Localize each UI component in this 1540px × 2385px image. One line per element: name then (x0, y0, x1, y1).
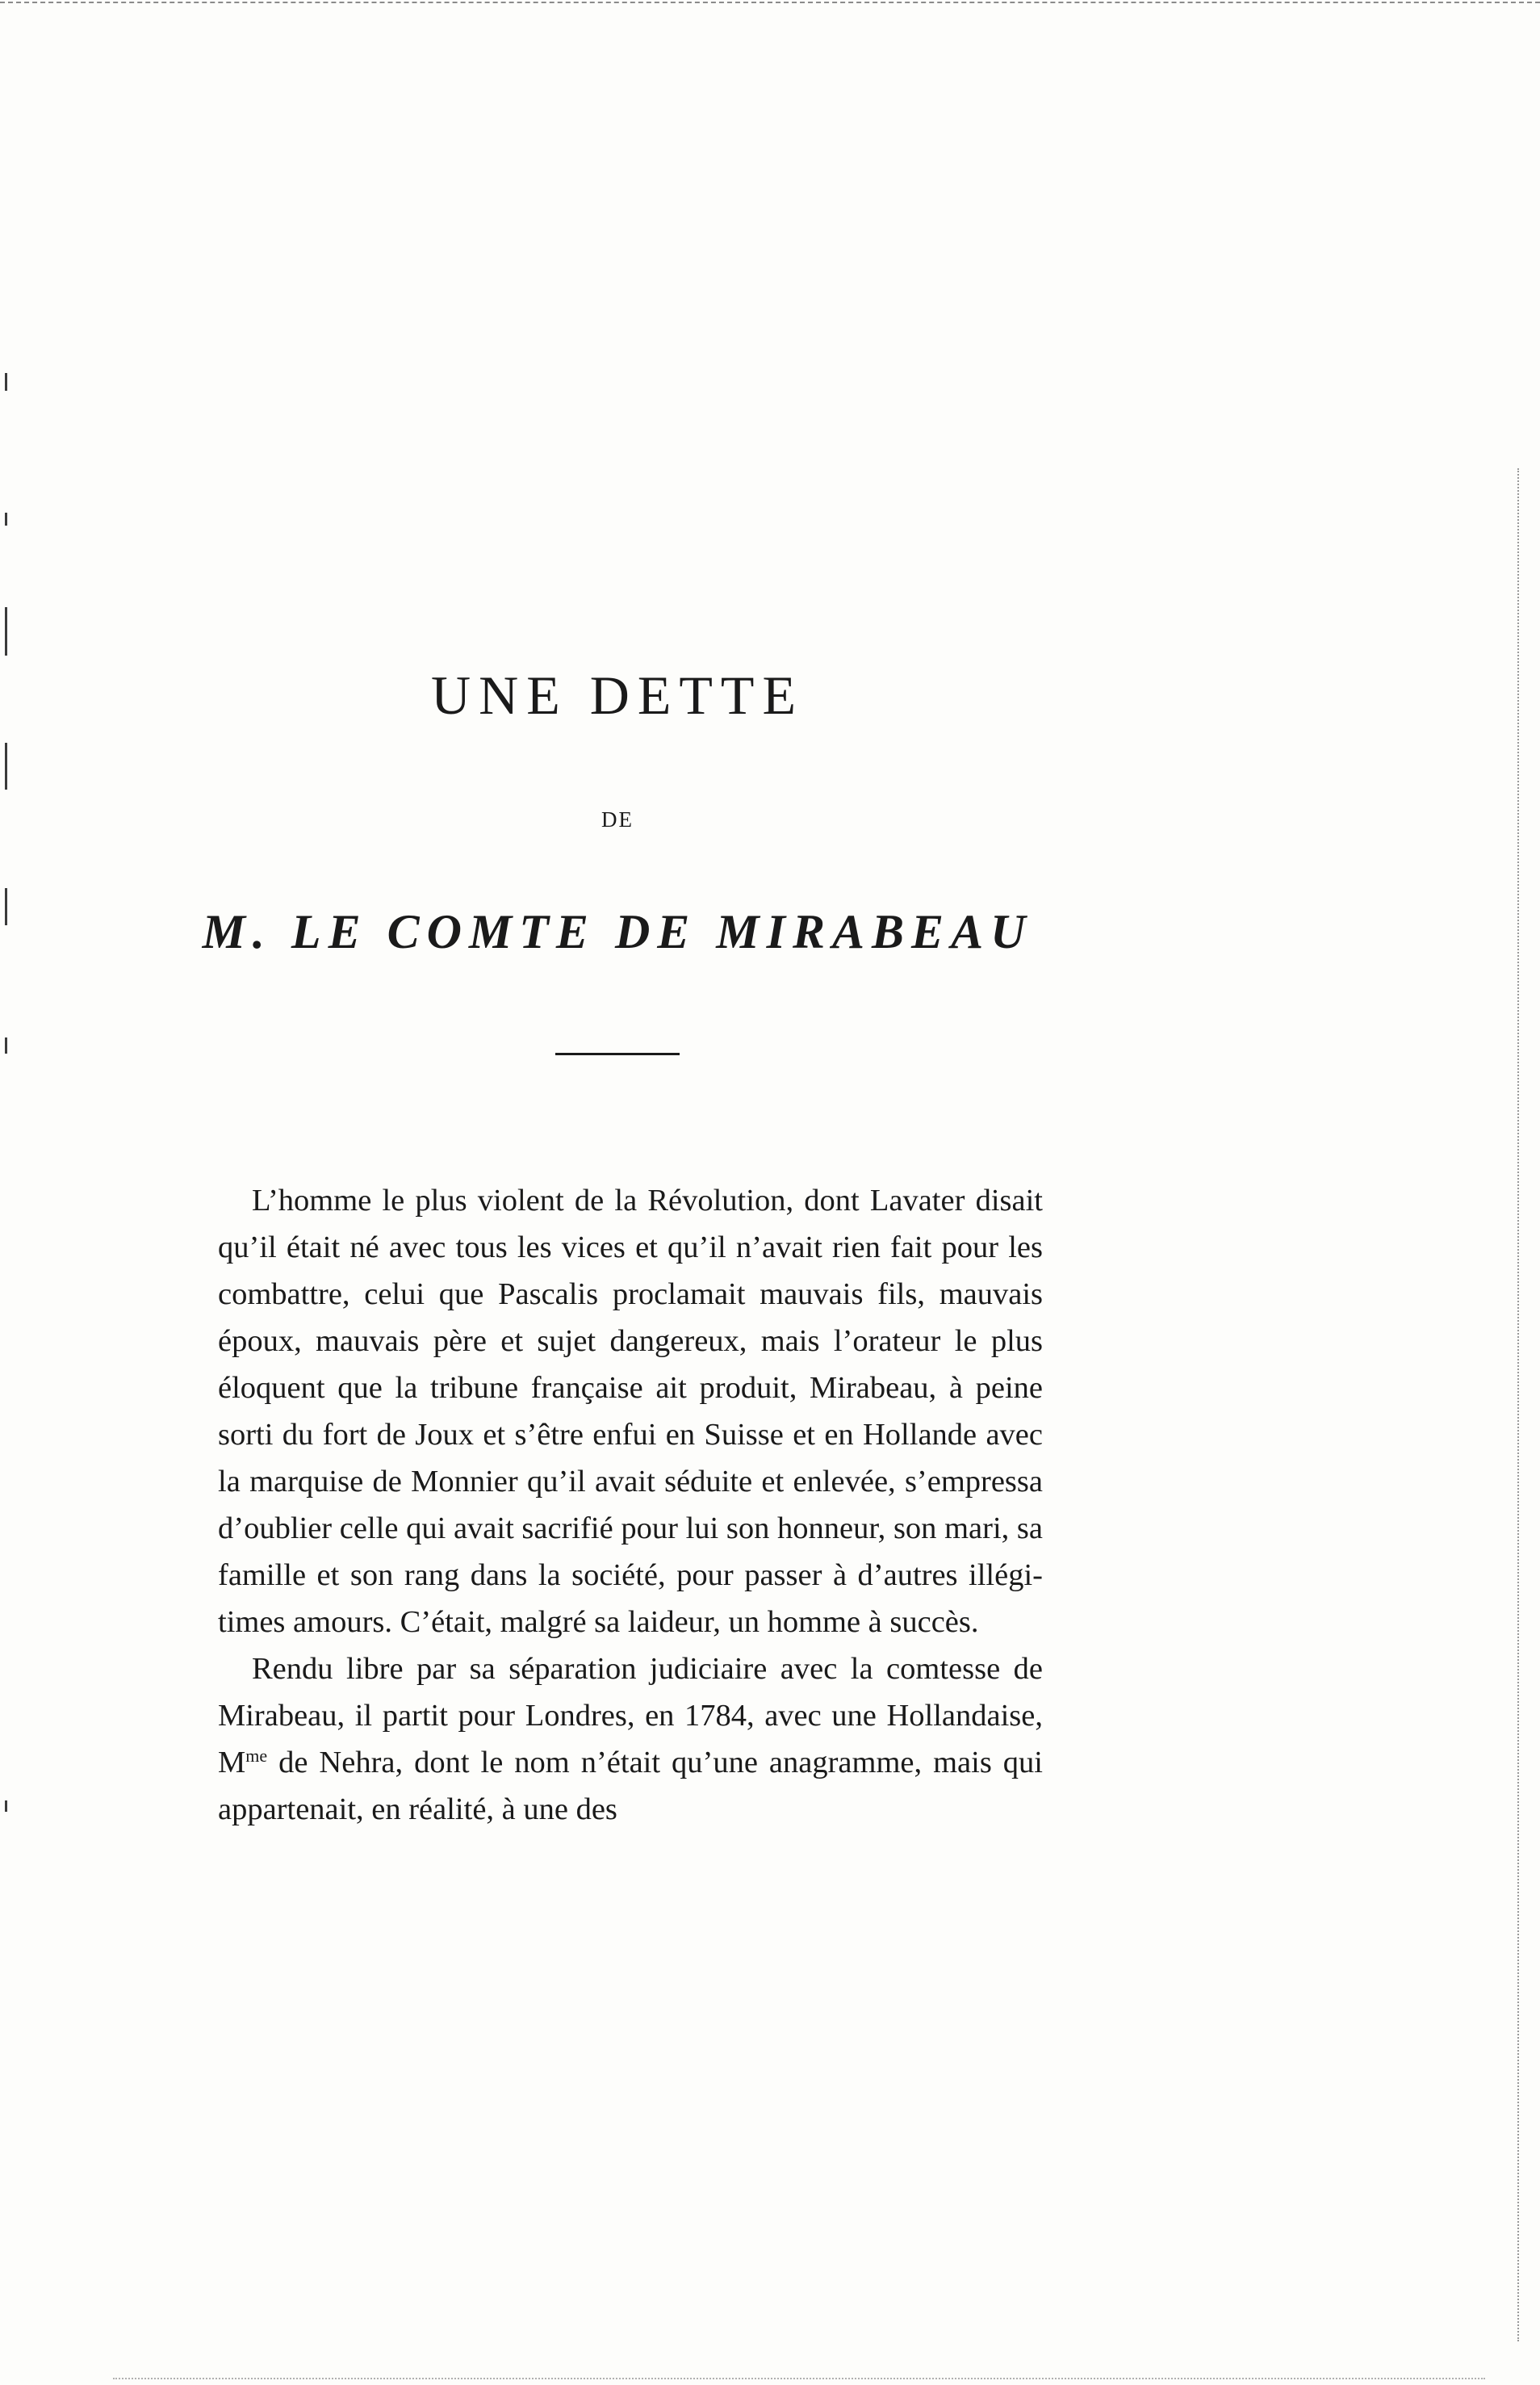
scan-edge-mark (5, 743, 7, 790)
page-title: UNE DETTE (430, 664, 804, 726)
body-text (218, 1177, 1043, 1833)
paragraph-text: Rendu libre par sa séparation judiciaire avec la comtesse de Mirabeau, il partit pour Londres, en 1784, avec une Hollandaise, M (218, 1652, 1043, 1779)
scan-edge-mark (5, 1800, 7, 1812)
title-connector: DE (601, 807, 634, 832)
title-divider (555, 1053, 680, 1055)
page-right-edge (1517, 468, 1519, 2341)
superscript-abbrev: me (245, 1746, 268, 1766)
page-subtitle: M. LE COMTE DE MIRABEAU (202, 905, 1033, 958)
scan-edge-mark (5, 1037, 7, 1054)
paragraph-text: de Nehra, dont le nom n’était qu’une anagramme, mais qui appartenait, en réalité, à une des (218, 1746, 1043, 1826)
scan-edge-mark (5, 513, 7, 526)
page-top-edge (0, 2, 1540, 3)
scan-edge-mark (5, 373, 7, 391)
scan-edge-mark (5, 607, 7, 656)
page-bottom-edge (113, 2378, 1485, 2379)
paragraph (218, 1645, 1043, 1833)
paragraph: L’homme le plus violent de la Révolution, dont Lavater disait qu’il était né avec tous les vices et qu’il n’avait rien fait pour les combattre, celui que Pascalis proclamait mauvais fils, mauvais époux, mauvais père et sujet dangereux, mais l’orateur le plus éloquent que la tribune française ait produit, Mirabeau, à peine sorti du fort de Joux et s’être enfui en Suisse et en Hollande avec la marquise de Monnier qu’il avait séduite et enlevée, s’empressa d’oublier celle qui avait sacrifié pour lui son honneur, son mari, sa famille et son rang dans la société, pour passer à d’autres illégitimes amours. C’était, malgré sa laideur, un homme à succès. (218, 1184, 1043, 1639)
